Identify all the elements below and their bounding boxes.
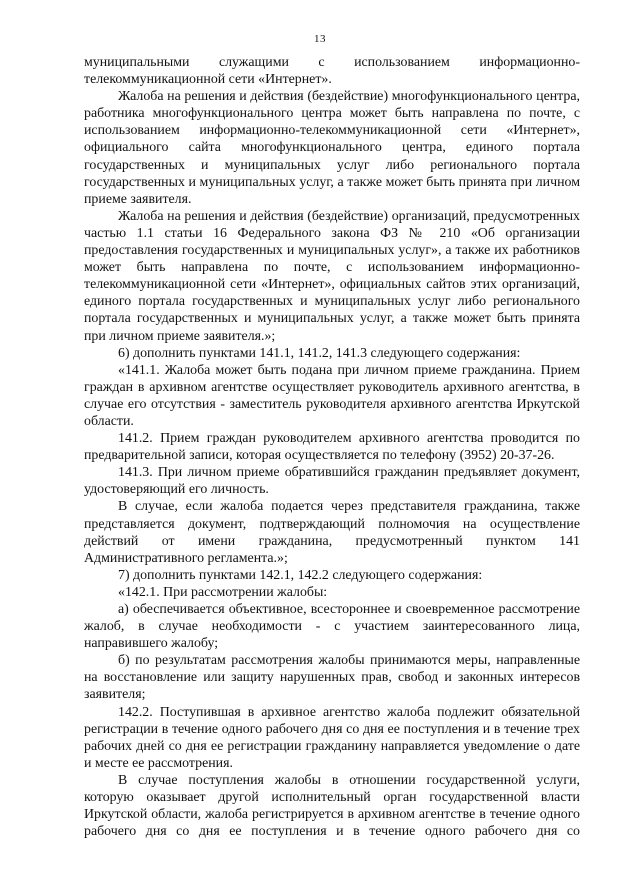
page-number: 13 (314, 33, 326, 45)
paragraph-mfc-complaint: Жалоба на решения и действия (бездействие) многофункционального центра, работника многофункционального центра может быть направлена по почте, с использованием информационно-телекоммуникационной сети «Интернет», официального сайта многофункционального центра, единого портала государственных и муниципальных услуг либо регионального портала государственных и муниципальных услуг, а также может быть принята при личном приеме заявителя. (84, 89, 580, 207)
paragraph-142-1: «142.1. При рассмотрении жалобы: (118, 584, 328, 600)
paragraph-item-7: 7) дополнить пунктами 142.1, 142.2 следующего содержания: (118, 567, 483, 583)
paragraph-organizations-complaint: Жалоба на решения и действия (бездействие) организаций, предусмотренных частью 1.1 статьи 16 Федерального закона ФЗ № 210 «Об организации предоставления государственных и муниципальных услуг», а также их работников может быть направлена по почте, с использованием информационно-телекоммуникационной сети «Интернет», официальных сайтов этих организаций, единого портала государственных и муниципальных услуг либо регионального портала государственных и муниципальных услуг, а также может быть принята при личном приеме заявителя.»; (84, 208, 580, 344)
document-body (84, 54, 580, 840)
paragraph-continuation-internet: муниципальными служащими с использованием информационно-телекоммуникационной сети «Интернет». (84, 55, 580, 88)
paragraph-142-2: 142.2. Поступившая в архивное агентство жалоба подлежит обязательной регистрации в течение одного рабочего дня со дня ее поступления и в течение трех рабочих дней со дня ее регистрации гражданину направляется уведомление о дате и месте ее рассмотрения. (84, 704, 580, 771)
paragraph-141-1: «141.1. Жалоба может быть подана при личном приеме гражданина. Прием граждан в архивном агентстве осуществляет руководитель архивного агентства, в случае его отсутствия - заместитель руководителя архивного агентства Иркутской области. (84, 362, 580, 429)
paragraph-142-1-a: а) обеспечивается объективное, всестороннее и своевременное рассмотрение жалоб, в случае необходимости - с участием заинтересованного лица, направившего жалобу; (84, 602, 580, 652)
paragraph-141-3: 141.3. При личном приеме обратившийся гражданин предъявляет документ, удостоверяющий его личность. (84, 465, 580, 498)
paragraph-142-1-b: б) по результатам рассмотрения жалобы принимаются меры, направленные на восстановление или защиту нарушенных прав, свобод и законных интересов заявителя; (84, 653, 580, 703)
paragraph-item-6: 6) дополнить пунктами 141.1, 141.2, 141.3 следующего содержания: (118, 345, 521, 361)
paragraph-other-authority: В случае поступления жалобы в отношении государственной услуги, которую оказывает другой исполнительный орган государственной власти Иркутской области, жалоба регистрируется в архивном агентстве в течение одного рабочего дня со дня ее поступления и в течение одного рабочего дня со (84, 772, 580, 840)
paragraph-representative: В случае, если жалоба подается через представителя гражданина, также представляется документ, подтверждающий полномочия на осуществление действий от имени гражданина, предусмотренный пунктом 141 Административного регламента.»; (84, 499, 580, 566)
paragraph-141-2: 141.2. Прием граждан руководителем архивного агентства проводится по предварительной записи, которая осуществляется по телефону (3952) 20-37-26. (84, 431, 580, 464)
